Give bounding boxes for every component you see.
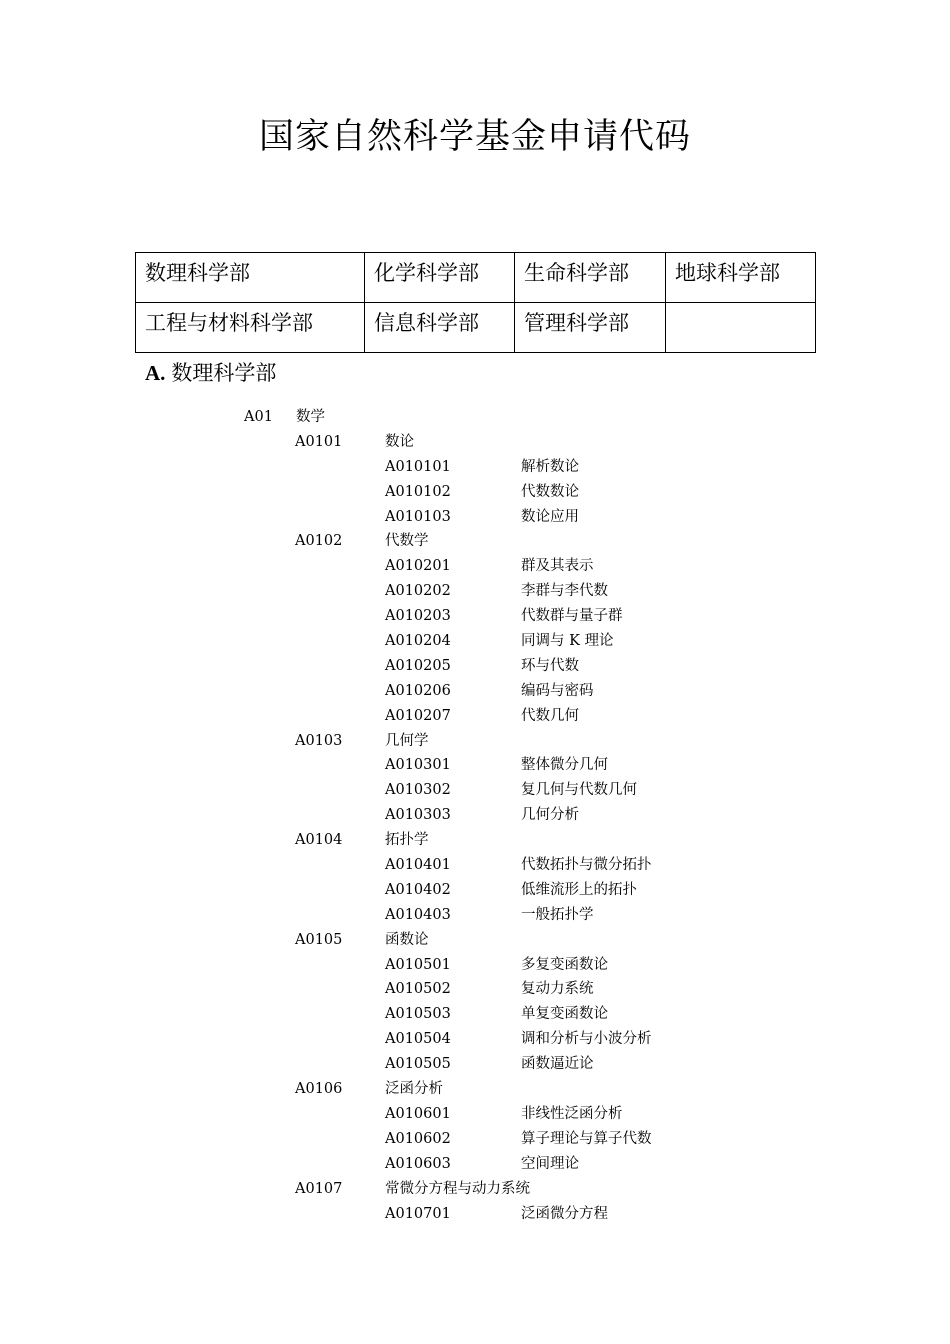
code-row bbox=[0, 977, 950, 1002]
department-cell: 化学科学部 bbox=[365, 253, 515, 303]
code-name: 非线性泛函分析 bbox=[521, 1105, 623, 1122]
code-name: 函数论 bbox=[385, 931, 429, 948]
code-id: A010201 bbox=[385, 558, 451, 575]
code-row bbox=[0, 1127, 950, 1152]
code-name: 泛函分析 bbox=[385, 1081, 443, 1098]
code-row bbox=[0, 1077, 950, 1102]
section-heading bbox=[145, 357, 276, 389]
code-id: A010303 bbox=[385, 807, 451, 824]
code-row bbox=[0, 1052, 950, 1077]
code-name: 多复变函数论 bbox=[521, 956, 608, 973]
code-row bbox=[0, 430, 950, 455]
code-id: A010601 bbox=[385, 1105, 451, 1122]
section-letter: A. bbox=[145, 361, 166, 385]
code-row bbox=[0, 778, 950, 803]
code-id: A010603 bbox=[385, 1155, 451, 1172]
code-id: A010204 bbox=[385, 633, 451, 650]
code-id: A010505 bbox=[385, 1056, 451, 1073]
code-id: A0107 bbox=[295, 1180, 343, 1197]
code-name: 数学 bbox=[296, 409, 325, 425]
code-row bbox=[0, 679, 950, 704]
code-name: 单复变函数论 bbox=[521, 1006, 608, 1023]
code-row bbox=[0, 704, 950, 729]
code-name: 解析数论 bbox=[521, 458, 579, 475]
code-row bbox=[0, 1152, 950, 1177]
code-id: A010602 bbox=[385, 1130, 451, 1147]
section-name: 数理科学部 bbox=[171, 361, 277, 385]
code-name: 同调与 K 理论 bbox=[521, 633, 614, 650]
code-list bbox=[0, 405, 950, 1226]
code-name: 代数拓扑与微分拓扑 bbox=[521, 857, 652, 874]
code-name: 编码与密码 bbox=[521, 682, 594, 699]
code-id: A0101 bbox=[295, 433, 343, 450]
code-id: A01 bbox=[244, 409, 273, 425]
code-name: 代数学 bbox=[385, 533, 429, 550]
code-name: 函数逼近论 bbox=[521, 1056, 594, 1073]
code-name: 复动力系统 bbox=[521, 981, 594, 998]
code-name: 复几何与代数几何 bbox=[521, 782, 637, 799]
code-row bbox=[0, 729, 950, 754]
code-name: 算子理论与算子代数 bbox=[521, 1130, 652, 1147]
code-row bbox=[0, 753, 950, 778]
code-name: 几何分析 bbox=[521, 807, 579, 824]
code-id: A0104 bbox=[295, 832, 343, 849]
code-id: A010402 bbox=[385, 881, 451, 898]
code-id: A010101 bbox=[385, 458, 451, 475]
code-row bbox=[0, 405, 950, 430]
code-id: A010302 bbox=[385, 782, 451, 799]
code-row bbox=[0, 1027, 950, 1052]
code-row bbox=[0, 903, 950, 928]
code-name: 代数群与量子群 bbox=[521, 608, 623, 625]
code-row bbox=[0, 455, 950, 480]
code-id: A010103 bbox=[385, 508, 451, 525]
code-name: 一般拓扑学 bbox=[521, 906, 594, 923]
code-name: 拓扑学 bbox=[385, 832, 429, 849]
code-name: 代数几何 bbox=[521, 707, 579, 724]
code-row bbox=[0, 928, 950, 953]
code-row bbox=[0, 654, 950, 679]
department-cell: 工程与材料科学部 bbox=[136, 303, 365, 353]
department-cell: 生命科学部 bbox=[515, 253, 666, 303]
code-name: 常微分方程与动力系统 bbox=[385, 1180, 530, 1197]
code-id: A010503 bbox=[385, 1006, 451, 1023]
code-name: 环与代数 bbox=[521, 657, 579, 674]
code-row bbox=[0, 579, 950, 604]
code-row bbox=[0, 1002, 950, 1027]
code-id: A010102 bbox=[385, 483, 451, 500]
code-row bbox=[0, 529, 950, 554]
code-row bbox=[0, 629, 950, 654]
code-name: 泛函微分方程 bbox=[521, 1205, 608, 1222]
code-row bbox=[0, 505, 950, 530]
code-id: A0105 bbox=[295, 931, 343, 948]
code-id: A010403 bbox=[385, 906, 451, 923]
code-id: A010202 bbox=[385, 583, 451, 600]
code-name: 群及其表示 bbox=[521, 558, 594, 575]
code-name: 低维流形上的拓扑 bbox=[521, 881, 637, 898]
code-name: 空间理论 bbox=[521, 1155, 579, 1172]
code-id: A0106 bbox=[295, 1081, 343, 1098]
department-row bbox=[136, 303, 816, 353]
code-row bbox=[0, 480, 950, 505]
code-row bbox=[0, 1102, 950, 1127]
code-name: 调和分析与小波分析 bbox=[521, 1031, 652, 1048]
department-cell: 管理科学部 bbox=[515, 303, 666, 353]
department-cell: 数理科学部 bbox=[136, 253, 365, 303]
code-row bbox=[0, 878, 950, 903]
code-row bbox=[0, 953, 950, 978]
code-name: 数论应用 bbox=[521, 508, 579, 525]
code-id: A010205 bbox=[385, 657, 451, 674]
code-name: 整体微分几何 bbox=[521, 757, 608, 774]
department-cell: 地球科学部 bbox=[666, 253, 816, 303]
code-id: A010504 bbox=[385, 1031, 451, 1048]
department-cell: 信息科学部 bbox=[365, 303, 515, 353]
code-id: A010203 bbox=[385, 608, 451, 625]
code-id: A010301 bbox=[385, 757, 451, 774]
document-title: 国家自然科学基金申请代码 bbox=[258, 117, 691, 157]
code-row bbox=[0, 1202, 950, 1227]
code-id: A010502 bbox=[385, 981, 451, 998]
code-row bbox=[0, 604, 950, 629]
department-cell bbox=[666, 303, 816, 353]
code-id: A010401 bbox=[385, 857, 451, 874]
code-name: 李群与李代数 bbox=[521, 583, 608, 600]
code-row bbox=[0, 554, 950, 579]
code-id: A0103 bbox=[295, 732, 343, 749]
code-row bbox=[0, 828, 950, 853]
code-id: A0102 bbox=[295, 533, 343, 550]
code-name: 几何学 bbox=[385, 732, 429, 749]
code-name: 数论 bbox=[385, 433, 414, 450]
code-id: A010206 bbox=[385, 682, 451, 699]
code-id: A010701 bbox=[385, 1205, 451, 1222]
code-id: A010501 bbox=[385, 956, 451, 973]
department-row bbox=[136, 253, 816, 303]
code-id: A010207 bbox=[385, 707, 451, 724]
code-name: 代数数论 bbox=[521, 483, 579, 500]
code-row bbox=[0, 803, 950, 828]
code-row bbox=[0, 1177, 950, 1202]
department-table bbox=[135, 252, 816, 353]
code-row bbox=[0, 853, 950, 878]
